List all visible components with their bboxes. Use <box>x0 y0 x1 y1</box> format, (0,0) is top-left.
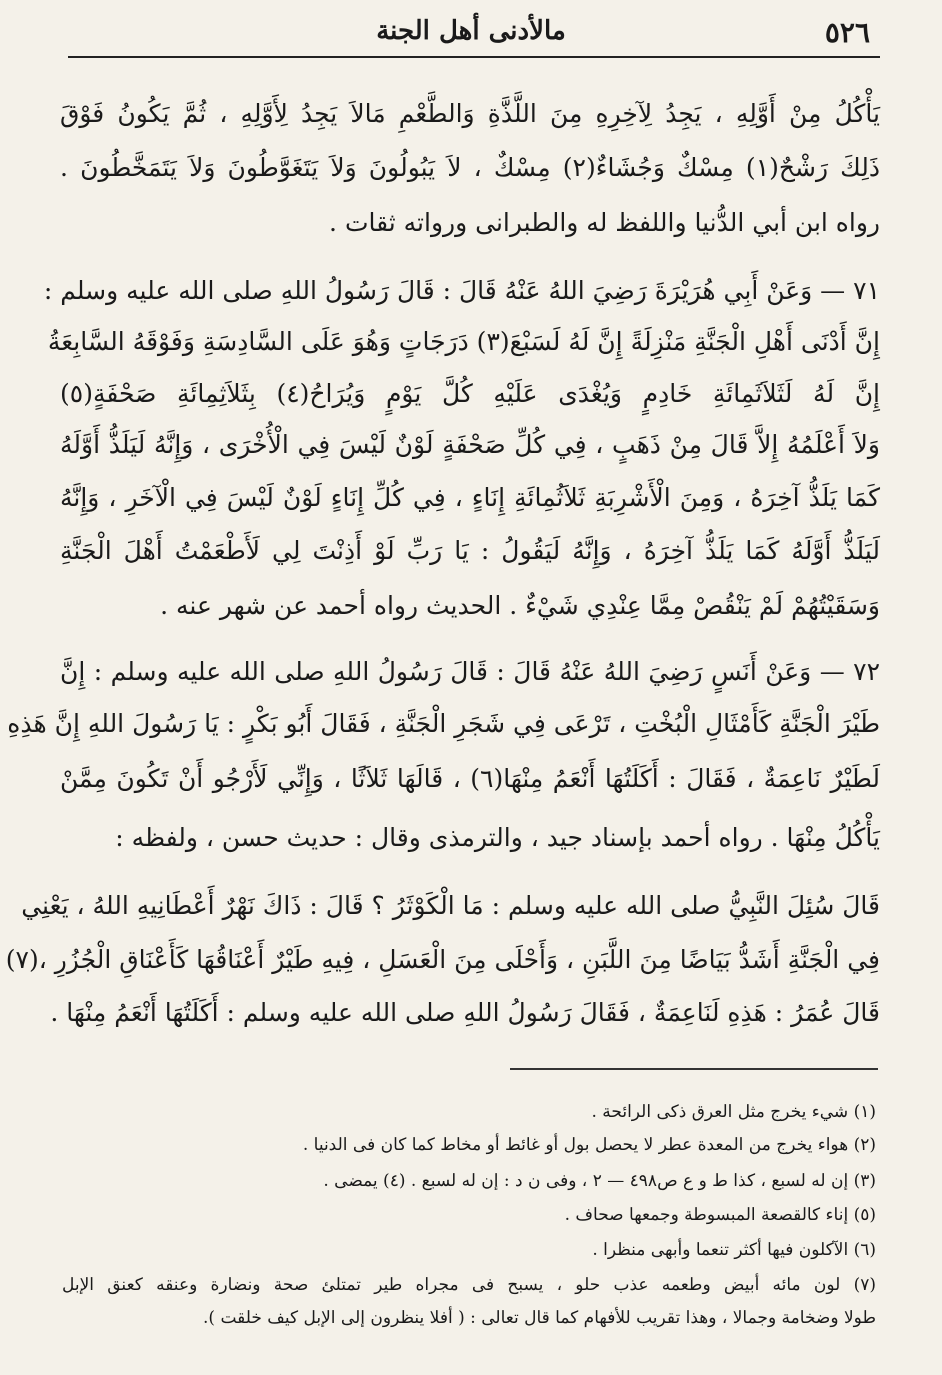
body-line: وَلاَ أَعْلَمُهُ إِلاَّ قَالَ مِنْ ذَهَبٍ ، فِي كُلِّ صَحْفَةٍ لَوْنٌ لَيْسَ فِي الْأُخْرَى ، وَإِنَّهُ لَيَلَذُّ أَوَّلَهُ <box>60 430 880 459</box>
footnote-rule <box>510 1068 878 1070</box>
page-header <box>62 12 880 52</box>
body-line: يَأْكُلُ مِنْهَا . رواه أحمد بإسناد جيد ، والترمذى وقال : حديث حسن ، ولفظه : <box>115 823 880 852</box>
body-line: طَيْرَ الْجَنَّةِ كَأَمْثَالِ الْبُخْتِ ، تَرْعَى فِي شَجَرِ الْجَنَّةِ ، فَقَالَ أَبُو بَكْرٍ : يَا رَسُولَ اللهِ إِنَّ هَذِهِ <box>7 709 880 738</box>
footnote: (٧) لون مائه أبيض وطعمه عذب حلو ، يسبح فى مجراه طير تمتلئ صحة ونضارة وعنقه كعنق الإبل <box>62 1275 876 1295</box>
body-line: قَالَ عُمَرُ : هَذِهِ لَنَاعِمَةٌ ، فَقَالَ رَسُولُ اللهِ صلى الله عليه وسلم : أَكَلَتُهَا أَنْعَمُ مِنْهَا . <box>50 998 880 1027</box>
footnote: (٥) إناء كالقصعة المبسوطة وجمعها صحاف . <box>564 1205 876 1225</box>
footnote: (٢) هواء يخرج من المعدة عطر لا يحصل بول أو غائط أو مخاط كما كان فى الدنيا . <box>302 1135 876 1155</box>
body-line: وَسَقَيْتُهُمْ لَمْ يَنْقُصْ مِمَّا عِنْدِي شَيْءٌ . الحديث رواه أحمد عن شهر عنه . <box>160 591 880 620</box>
body-line: كَمَا يَلَذُّ آخِرَهُ ، وَمِنَ الْأَشْرِبَةِ ثَلاَثُمِائَةِ إِنَاءٍ ، فِي كُلِّ إِنَاءٍ لَوْنٌ لَيْسَ فِي الْآخَرِ ، وَإِنَّهُ <box>60 483 880 512</box>
hadith-71-heading: ٧١ — وَعَنْ أَبِي هُرَيْرَةَ رَضِيَ اللهُ عَنْهُ قَالَ : قَالَ رَسُولُ اللهِ صلى الله عليه وسلم : <box>43 276 880 305</box>
footnote: (٦) الآكلون فيها أكثر تنعما وأبهى منظرا . <box>592 1240 876 1260</box>
footnote: طولا وضخامة وجمالا ، وهذا تقريب للأفهام كما قال تعالى : ( أفلا ينظرون إلى الإبل كيف خلقت ). <box>203 1308 876 1328</box>
body-line: لَيَلَذُّ أَوَّلَهُ كَمَا يَلَذُّ آخِرَهُ ، وَإِنَّهُ لَيَقُولُ : يَا رَبِّ لَوْ أَذِنْتَ لِي لَأَطْعَمْتُ أَهْلَ الْجَنَّةِ <box>60 536 880 565</box>
running-title: مالأدنى أهل الجنة <box>376 16 566 46</box>
footnote: (٣) إن له لسبع ، كذا ط و ع ص٤٩٨ — ٢ ، وفى ن د : إن له لسبع . (٤) يمضى . <box>323 1171 876 1191</box>
page-number: ٥٢٦ <box>824 16 870 49</box>
body-line: رواه ابن أبي الدُّنيا واللفظ له والطبرانى ورواته ثقات . <box>329 208 880 237</box>
hadith-72-heading: ٧٢ — وَعَنْ أَنَسٍ رَضِيَ اللهُ عَنْهُ قَالَ : قَالَ رَسُولُ اللهِ صلى الله عليه وسلم : إِنَّ <box>60 657 880 686</box>
body-line: يَأْكُلُ مِنْ أَوَّلِهِ ، يَجِدُ لِآخِرِهِ مِنَ اللَّذَّةِ وَالطَّعْمِ مَالاَ يَجِدُ لِأَوَّلِهِ ، ثُمَّ يَكُونُ فَوْقَ <box>60 99 880 128</box>
body-line: لَطَيْرٌ نَاعِمَةٌ ، فَقَالَ : أَكَلَتُهَا أَنْعَمُ مِنْهَا(٦) ، قَالَهَا ثَلاَثًا ، وَإِنِّي لَأَرْجُو أَنْ تَكُونَ مِمَّنْ <box>60 764 880 793</box>
body-line: فِي الْجَنَّةِ أَشَدُّ بَيَاضًا مِنَ اللَّبَنِ ، وَأَحْلَى مِنَ الْعَسَلِ ، فِيهِ طَيْرٌ أَعْنَاقُهَا كَأَعْنَاقِ الْجُزُرِ ،(٧) <box>5 945 880 974</box>
body-line: ذَلِكَ رَشْحٌ(١) مِسْكٌ وَجُشَاءٌ(٢) مِسْكٌ ، لاَ يَبُولُونَ وَلاَ يَتَغَوَّطُونَ وَلاَ يَتَمَخَّطُونَ . <box>60 153 880 182</box>
footnote: (١) شيء يخرج مثل العرق ذكى الرائحة . <box>591 1102 876 1122</box>
body-line: إِنَّ لَهُ لَثَلاَثَمِائَةِ خَادِمٍ وَيُغْدَى عَلَيْهِ كُلَّ يَوْمٍ وَيُرَاحُ(٤) بِثَلاَثِمِائَةِ صَحْفَةٍ(٥) <box>60 379 881 408</box>
header-rule <box>68 56 880 58</box>
body-line: إِنَّ أَدْنَى أَهْلِ الْجَنَّةِ مَنْزِلَةً إِنَّ لَهُ لَسَبْعَ(٣) دَرَجَاتٍ وَهُوَ عَلَى السَّادِسَةِ وَفَوْقَهُ السَّابِعَةُ <box>47 327 880 356</box>
body-line: قَالَ سُئِلَ النَّبِيُّ صلى الله عليه وسلم : مَا الْكَوْثَرُ ؟ قَالَ : ذَاكَ نَهْرٌ أَعْطَانِيهِ اللهُ ، يَعْنِي <box>21 891 880 920</box>
